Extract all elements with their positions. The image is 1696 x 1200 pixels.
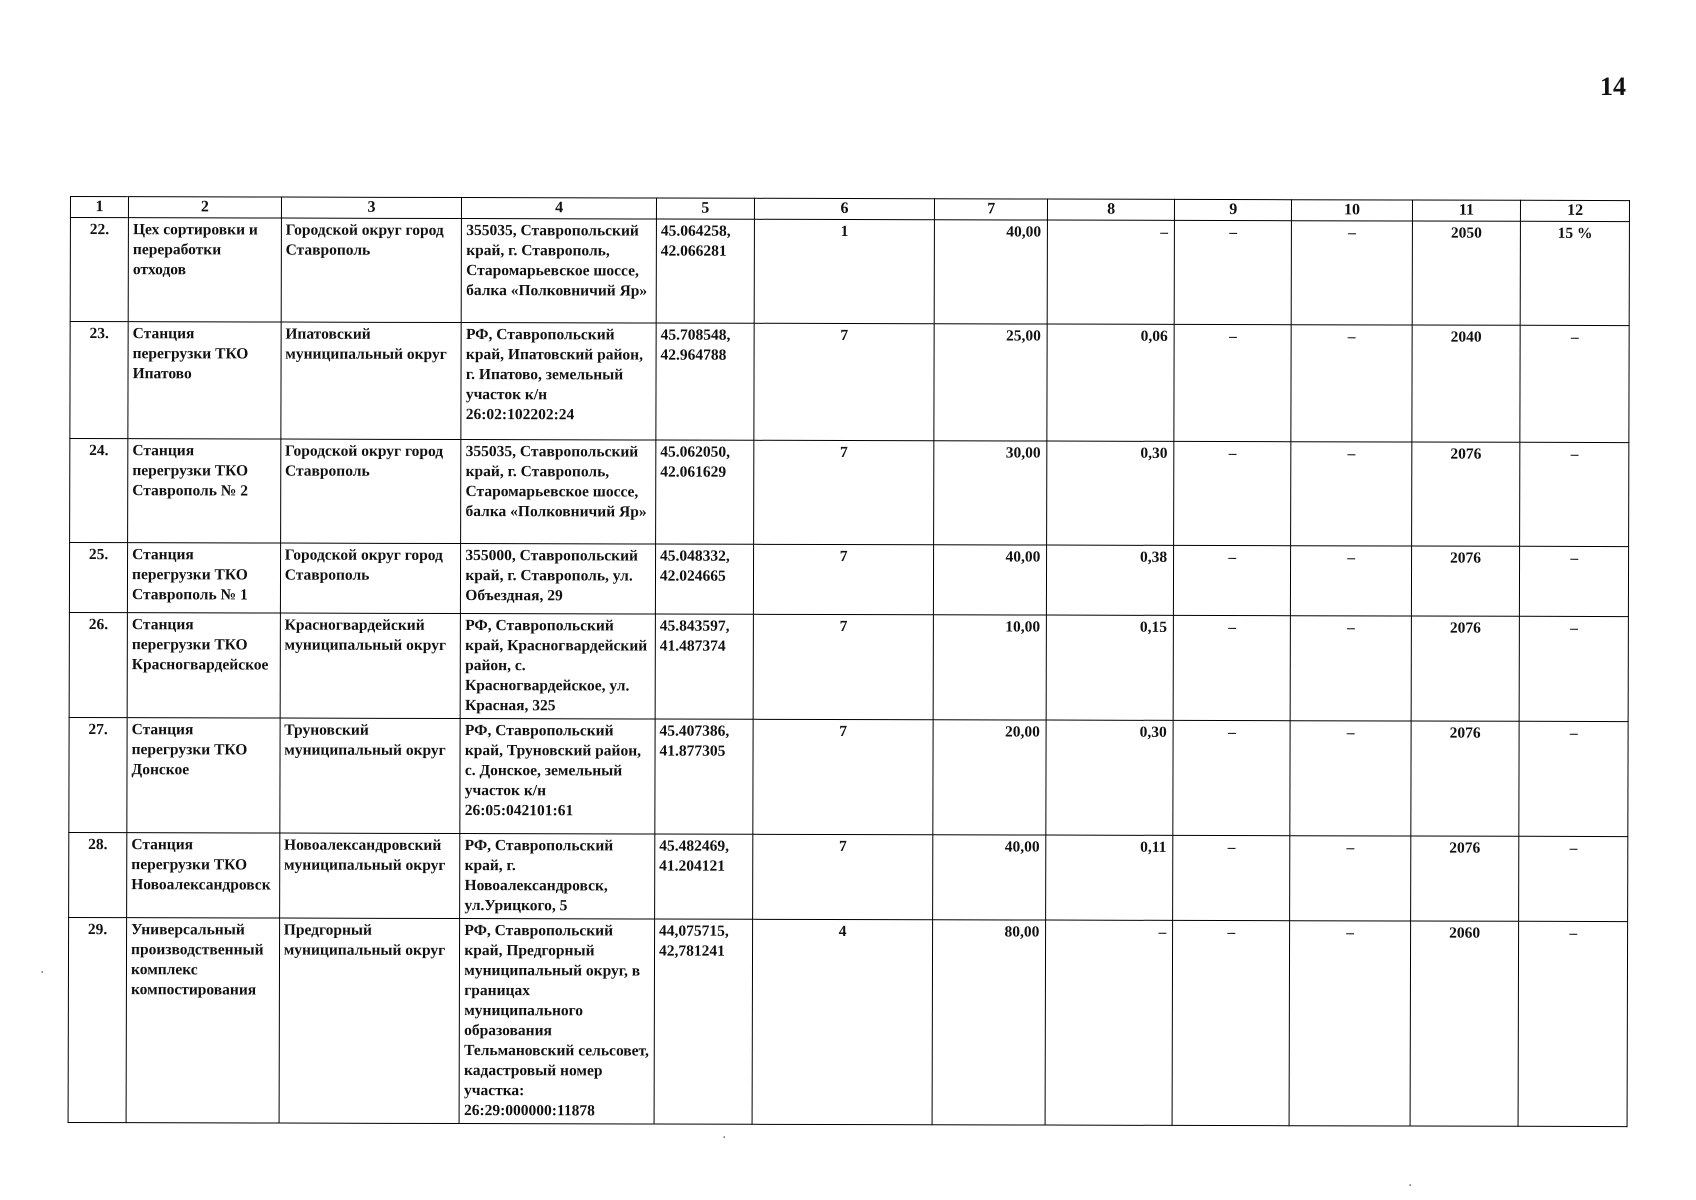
table-row [69, 717, 1628, 836]
cell-col-10: – [1291, 325, 1412, 442]
cell-col-6: 7 [753, 440, 934, 544]
cell-col-10: – [1289, 921, 1410, 1126]
row-number: 25. [69, 543, 127, 613]
cell-col-9: – [1172, 920, 1290, 1125]
cell-col-11: 2076 [1411, 442, 1520, 546]
row-number: 24. [70, 439, 128, 543]
column-header: 6 [754, 198, 935, 219]
address: РФ, Ставропольский край, Ипатовский район, г. Ипатово, земельный участок к/н 26:02:102202:24 [461, 323, 656, 441]
row-number: 29. [68, 917, 127, 1122]
coordinates: 45.843597, 41.487374 [655, 614, 753, 719]
cell-col-10: – [1291, 442, 1412, 546]
coordinates: 44,075715, 42,781241 [654, 919, 752, 1124]
cell-col-6: 4 [752, 919, 933, 1124]
column-header: 8 [1048, 199, 1175, 220]
cell-col-6: 7 [754, 323, 935, 440]
cell-col-12: – [1519, 836, 1628, 921]
table-row [69, 832, 1628, 921]
cell-col-12: – [1520, 546, 1629, 616]
table-row [70, 439, 1629, 547]
cell-col-11: 2060 [1410, 921, 1519, 1126]
cell-col-7: 10,00 [934, 615, 1047, 720]
cell-col-10: – [1290, 836, 1411, 921]
cell-col-8: – [1047, 220, 1174, 324]
table-row [69, 612, 1628, 721]
cell-col-8: 0,30 [1047, 441, 1174, 545]
row-number: 22. [70, 218, 128, 322]
cell-col-12: – [1519, 616, 1628, 721]
cell-col-8: – [1045, 920, 1172, 1125]
cell-col-10: – [1291, 546, 1412, 616]
cell-col-11: 2050 [1412, 221, 1521, 325]
facility-name: Цех сортировки и переработки отходов [128, 218, 281, 322]
cell-col-8: 0,15 [1046, 615, 1173, 720]
coordinates: 45.407386, 41.877305 [655, 719, 753, 834]
cell-col-11: 2076 [1411, 616, 1520, 721]
cell-col-7: 80,00 [932, 920, 1045, 1125]
cell-col-11: 2040 [1412, 325, 1521, 442]
facility-name: Станция перегрузки ТКО Ставрополь № 2 [128, 439, 281, 543]
cell-col-7: 40,00 [933, 835, 1046, 920]
page-number: 14 [1600, 72, 1626, 101]
cell-col-7: 40,00 [934, 545, 1047, 615]
cell-col-11: 2076 [1411, 721, 1520, 836]
coordinates: 45.708548, 42.964788 [656, 323, 754, 440]
cell-col-7: 20,00 [933, 720, 1046, 835]
facility-name: Станция перегрузки ТКО Донское [127, 718, 280, 833]
table-row [69, 543, 1628, 617]
cell-col-8: 0,38 [1047, 545, 1174, 615]
cell-col-12: – [1519, 721, 1628, 836]
municipality: Городской округ город Ставрополь [280, 543, 461, 613]
cell-col-10: – [1291, 221, 1412, 325]
facility-name: Станция перегрузки ТКО Ставрополь № 1 [127, 543, 280, 613]
municipality: Ипатовский муниципальный округ [281, 322, 462, 439]
column-header: 4 [462, 198, 657, 220]
address: РФ, Ставропольский край, Предгорный муниципальный округ, в границах муниципального образования Тельмановский сельсовет, кадастровый номер участка: 26:29:000000:11878 [459, 919, 654, 1125]
facility-name: Станция перегрузки ТКО Ипатово [128, 322, 281, 439]
cell-col-9: – [1173, 835, 1290, 920]
cell-col-7: 25,00 [934, 324, 1047, 441]
column-header: 2 [128, 197, 281, 218]
scan-speck: · [722, 1130, 727, 1146]
cell-col-9: – [1174, 441, 1291, 545]
address: 355035, Ставропольский край, г. Ставрополь, Старомарьевское шоссе, балка «Полковничий Яр» [462, 219, 657, 324]
municipality: Городской округ город Ставрополь [281, 218, 462, 322]
cell-col-10: – [1290, 721, 1411, 836]
column-header: 11 [1412, 200, 1521, 221]
address: РФ, Ставропольский край, Труновский район, с. Донское, земельный участок к/н 26:05:042101:61 [460, 719, 655, 835]
table-row [70, 218, 1629, 326]
cell-col-9: – [1174, 220, 1291, 324]
cell-col-6: 7 [753, 544, 934, 614]
facility-name: Станция перегрузки ТКО Красногвардейское [127, 613, 280, 718]
facility-name: Станция перегрузки ТКО Новоалександровск [127, 833, 280, 918]
cell-col-12: – [1520, 325, 1629, 442]
address: 355035, Ставропольский край, г. Ставрополь, Старомарьевское шоссе, балка «Полковничий Яр» [461, 440, 656, 545]
cell-col-8: 0,11 [1046, 835, 1173, 920]
column-header: 3 [281, 197, 462, 218]
row-number: 28. [69, 832, 127, 917]
scan-speck: · [40, 965, 45, 981]
table-row [68, 917, 1628, 1126]
column-header: 10 [1292, 200, 1412, 221]
cell-col-6: 7 [753, 719, 934, 834]
column-header: 5 [656, 198, 754, 219]
coordinates: 45.048332, 42.024665 [655, 544, 753, 614]
cell-col-9: – [1174, 545, 1291, 615]
cell-col-6: 1 [754, 219, 935, 323]
cell-col-11: 2076 [1411, 546, 1520, 616]
cell-col-9: – [1173, 720, 1290, 835]
column-header: 7 [935, 199, 1048, 220]
cell-col-9: – [1173, 615, 1290, 720]
cell-col-6: 7 [752, 834, 933, 919]
cell-col-12: – [1518, 921, 1627, 1126]
coordinates: 45.064258, 42.066281 [656, 219, 754, 323]
coordinates: 45.062050, 42.061629 [656, 440, 754, 544]
column-header: 9 [1175, 199, 1292, 220]
cell-col-12: 15 % [1520, 221, 1629, 325]
column-header: 1 [70, 197, 128, 218]
address: 355000, Ставропольский край, г. Ставрополь, ул. Объездная, 29 [461, 544, 656, 615]
cell-col-8: 0,30 [1046, 720, 1173, 835]
cell-col-12: – [1520, 442, 1629, 546]
facilities-table [68, 196, 1630, 1127]
facility-name: Универсальный производственный комплекс компостирования [126, 918, 279, 1123]
cell-col-9: – [1174, 324, 1291, 441]
address: РФ, Ставропольский край, Красногвардейский район, с. Красногвардейское, ул. Красная, 325 [460, 614, 655, 720]
cell-col-10: – [1290, 616, 1411, 721]
coordinates: 45.482469, 41.204121 [655, 834, 753, 919]
cell-col-7: 40,00 [935, 220, 1048, 324]
municipality: Предгорный муниципальный округ [279, 918, 460, 1123]
table-row [70, 322, 1629, 443]
cell-col-7: 30,00 [934, 441, 1047, 545]
row-number: 26. [69, 612, 127, 717]
scan-speck: · [1408, 1178, 1413, 1194]
row-number: 27. [69, 717, 127, 832]
municipality: Городской округ город Ставрополь [280, 439, 461, 543]
cell-col-6: 7 [753, 614, 934, 719]
cell-col-8: 0,06 [1047, 324, 1174, 441]
municipality: Красногвардейский муниципальный округ [280, 613, 461, 718]
municipality: Новоалександровский муниципальный округ [279, 833, 460, 918]
municipality: Труновский муниципальный округ [280, 718, 461, 833]
address: РФ, Ставропольский край, г. Новоалександровск, ул.Урицкого, 5 [460, 834, 655, 920]
column-header: 12 [1521, 200, 1630, 221]
row-number: 23. [70, 322, 128, 439]
cell-col-11: 2076 [1410, 836, 1519, 921]
